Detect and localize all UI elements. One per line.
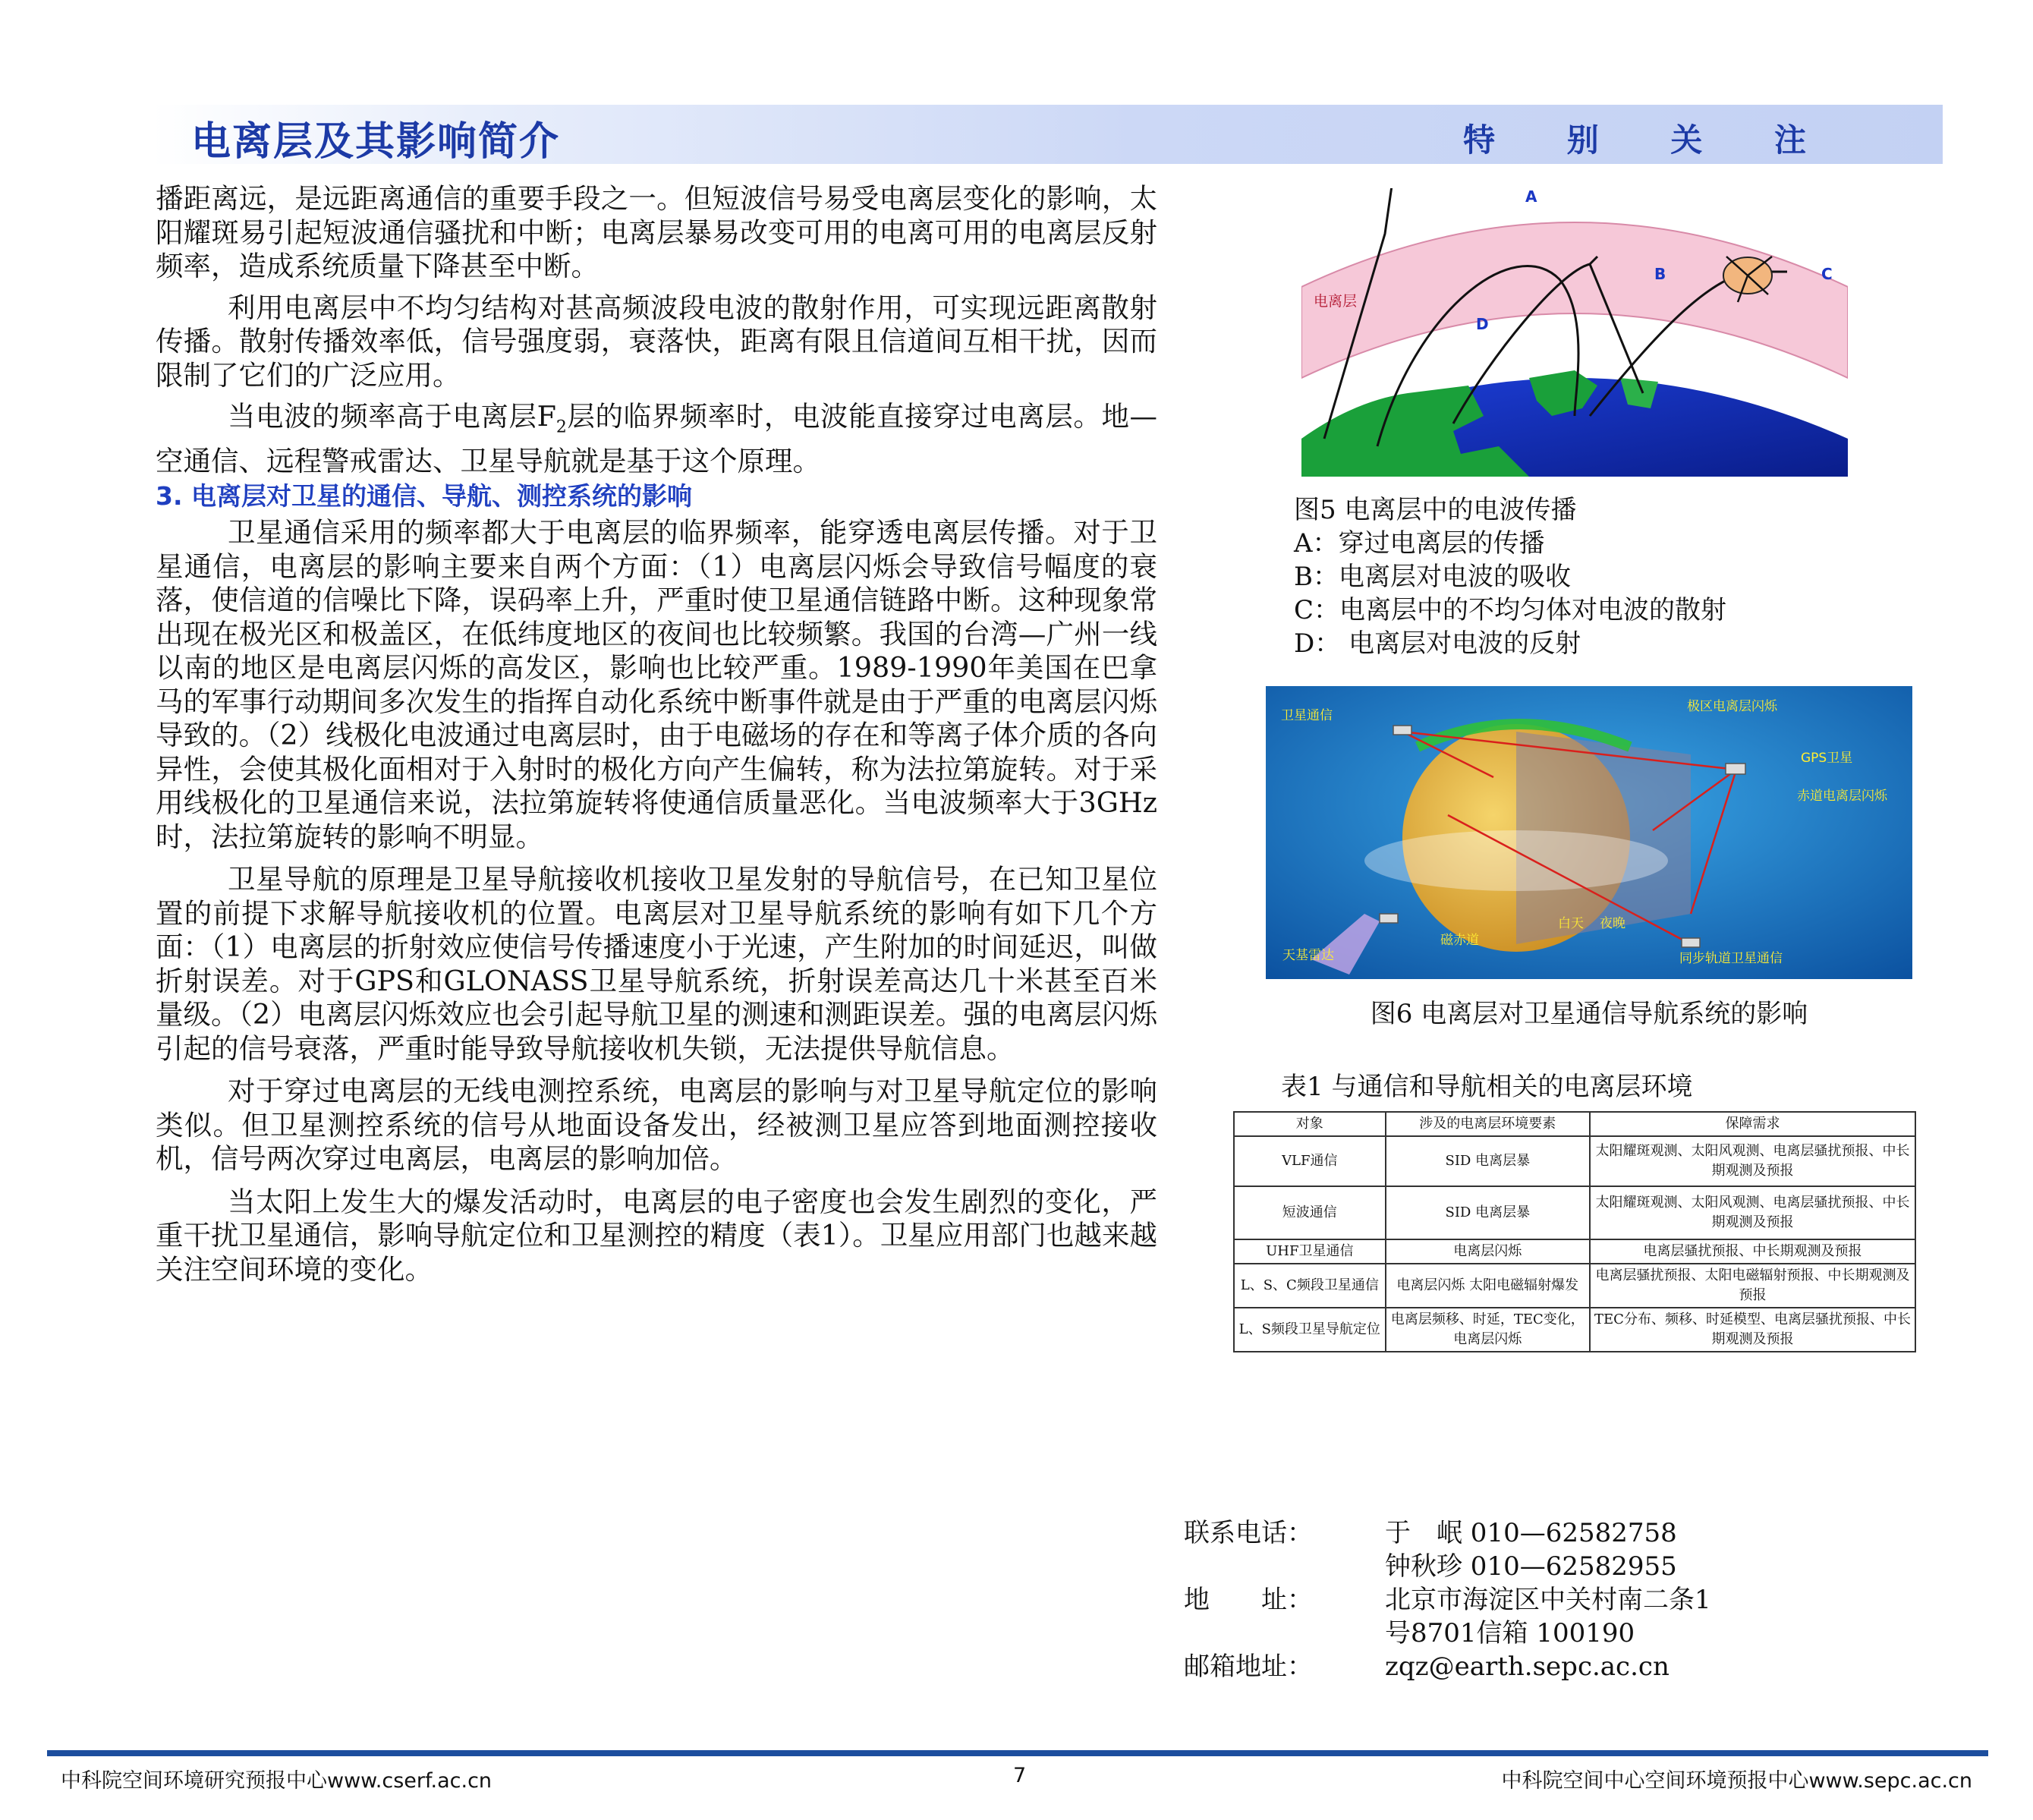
- phone-2: 钟秋珍 010—62582955: [1385, 1551, 1677, 1582]
- phone-label: 联系电话：: [1184, 1518, 1313, 1548]
- table-cell: 电离层闪烁 太阳电磁辐射爆发: [1386, 1264, 1590, 1308]
- table-cell: 电离层骚扰预报、太阳电磁辐射预报、中长期观测及预报: [1590, 1264, 1915, 1308]
- address-label: 地 址：: [1184, 1585, 1313, 1615]
- paragraph-3: [156, 400, 1157, 478]
- fig6-gps-label: GPS卫星: [1801, 751, 1853, 766]
- paragraph-7: 当太阳上发生大的爆发活动时，电离层的电子密度也会发生剧烈的变化，严重干扰卫星通信，影响导航定位和卫星测控的精度（表1）。卫星应用部门也越来越关注空间环境的变化。: [156, 1185, 1157, 1286]
- fig6-polar-label: 极区电离层闪烁: [1687, 699, 1777, 714]
- fig5-label-a: A: [1525, 188, 1537, 206]
- footer-rule: [47, 1750, 1988, 1756]
- fig5-layer-label: 电离层: [1314, 293, 1358, 310]
- fig6-geo-label: 同步轨道卫星通信: [1679, 951, 1783, 966]
- paragraph-4: 卫星通信采用的频率都大于电离层的临界频率，能穿透电离层传播。对于卫星通信，电离层的影响主要来自两个方面：（1）电离层闪烁会导致信号幅度的衰落，使信道的信噪比下降，误码率上升，严重时使卫星通信链路中断。这种现象常出现在极光区和极盖区，在低纬度地区的夜间也比较频繁。我国的台湾—广州一线以南的地区是电离层闪烁的高发区，影响也比较严重。1989-1990年美国在巴拿马的军事行动期间多次发生的指挥自动化系统中断事件就是由于严重的电离层闪烁导致的。（2）线极化电波通过电离层时，由于电磁场的存在和等离子体介质的各向异性，会使其极化面相对于入射时的极化方向产生偏转，称为法拉第旋转。对于采用线极化的卫星通信来说，法拉第旋转将使通信质量恶化。当电波频率大于3GHz时，法拉第旋转的影响不明显。: [156, 516, 1157, 853]
- figure-5-caption: 图5 电离层中的电波传播: [1294, 495, 1577, 525]
- table-row: [1234, 1186, 1915, 1239]
- paragraph-3-subscript: 2: [555, 417, 567, 437]
- figure-6-caption: 图6 电离层对卫星通信导航系统的影响: [1370, 999, 1808, 1029]
- table-cell: SID 电离层暴: [1386, 1186, 1590, 1239]
- figure-5-legend-b: B：电离层对电波的吸收: [1294, 562, 1571, 592]
- address-line-2: 号8701信箱 100190: [1385, 1618, 1635, 1648]
- page-number: 7: [1013, 1764, 1027, 1787]
- email-label: 邮箱地址：: [1184, 1652, 1313, 1682]
- table-cell: 太阳耀斑观测、太阳风观测、电离层骚扰预报、中长期观测及预报: [1590, 1136, 1915, 1186]
- fig5-label-b: B: [1654, 265, 1666, 283]
- table-cell: 电离层闪烁: [1386, 1239, 1590, 1264]
- table-cell: 太阳耀斑观测、太阳风观测、电离层骚扰预报、中长期观测及预报: [1590, 1186, 1915, 1239]
- table-header-cell: 对象: [1234, 1112, 1386, 1136]
- paragraph-1: 播距离远，是远距离通信的重要手段之一。但短波信号易受电离层变化的影响，太阳耀斑易引起短波通信骚扰和中断；电离层暴易改变可用的电离可用的电离层反射频率，造成系统质量下降甚至中断。: [156, 182, 1157, 282]
- figure-5-legend-c: C：电离层中的不均匀体对电波的散射: [1294, 595, 1727, 625]
- footer-left-link[interactable]: 中科院空间环境研究预报中心www.cserf.ac.cn: [61, 1769, 493, 1793]
- fig6-mag-eq-label: 磁赤道: [1440, 933, 1479, 948]
- fig5-label-d: D: [1476, 315, 1489, 333]
- table-header-cell: 保障需求: [1590, 1112, 1915, 1136]
- figure-5-diagram: [1301, 188, 1848, 477]
- footer-right-link[interactable]: 中科院空间中心空间环境预报中心www.sepc.ac.cn: [1501, 1769, 1972, 1793]
- fig6-radar-label: 天基雷达: [1282, 948, 1334, 963]
- figure-5-legend-a: A：穿过电离层的传播: [1294, 528, 1545, 559]
- table-header-cell: 涉及的电离层环境要素: [1386, 1112, 1590, 1136]
- table-row: [1234, 1264, 1915, 1308]
- address-line-1: 北京市海淀区中关村南二条1: [1385, 1585, 1711, 1615]
- paragraph-2: 利用电离层中不均匀结构对甚高频波段电波的散射作用，可实现远距离散射传播。散射传播效率低，信号强度弱，衰落快，距离有限且信道间互相干扰，因而限制了它们的广泛应用。: [156, 291, 1157, 392]
- fig6-sat-comm-label: 卫星通信: [1281, 708, 1333, 723]
- header-band: [152, 105, 1943, 164]
- table-cell: 电离层频移、时延，TEC变化，电离层闪烁: [1386, 1308, 1590, 1352]
- table-cell: 短波通信: [1234, 1186, 1386, 1239]
- paragraph-5: 卫星导航的原理是卫星导航接收机接收卫星发射的导航信号，在已知卫星位置的前提下求解导航接收机的位置。电离层对卫星导航系统的影响有如下几个方面：（1）电离层的折射效应使信号传播速度小于光速，产生附加的时间延迟，叫做折射误差。对于GPS和GLONASS卫星导航系统，折射误差高达几十米甚至百米量级。（2）电离层闪烁效应也会引起导航卫星的测速和测距误差。强的电离层闪烁引起的信号衰落，严重时能导致导航接收机失锁，无法提供导航信息。: [156, 863, 1157, 1065]
- figure-5-legend-d: D： 电离层对电波的反射: [1294, 628, 1581, 659]
- table-row: [1234, 1239, 1915, 1264]
- figure-5-caption-block: [1294, 493, 1977, 660]
- fig6-equatorial-label: 赤道电离层闪烁: [1797, 789, 1887, 804]
- table-cell: TEC分布、频移、时延模型、电离层骚扰预报、中长期观测及预报: [1590, 1308, 1915, 1352]
- paragraph-3-text-b: 层的临界频率时，电波能直接穿过电离层。地—空通信、远程警戒雷达、卫星导航就是基于这个原理。: [156, 400, 1158, 477]
- table-cell: VLF通信: [1234, 1136, 1386, 1186]
- table-cell: L、S、C频段卫星通信: [1234, 1264, 1386, 1308]
- table-1-caption: 表1 与通信和导航相关的电离层环境: [1281, 1072, 1693, 1102]
- phone-1: 于 岷 010—62582758: [1385, 1518, 1677, 1548]
- table-cell: 电离层骚扰预报、中长期观测及预报: [1590, 1239, 1915, 1264]
- table-cell: UHF卫星通信: [1234, 1239, 1386, 1264]
- table-row: [1234, 1136, 1915, 1186]
- article-title: 电离层及其影响简介: [191, 118, 561, 165]
- fig6-night-label: 夜晚: [1600, 916, 1625, 931]
- paragraph-6: 对于穿过电离层的无线电测控系统，电离层的影响与对卫星导航定位的影响类似。但卫星测控系统的信号从地面设备发出，经被测卫星应答到地面测控接收机，信号两次穿过电离层，电离层的影响加倍。: [156, 1075, 1157, 1176]
- table-row: [1234, 1308, 1915, 1352]
- paragraph-3-text-a: 当电波的频率高于电离层F: [228, 400, 556, 433]
- table-header-row: [1234, 1112, 1915, 1136]
- table-1: [1233, 1111, 1916, 1352]
- table-cell: L、S频段卫星导航定位: [1234, 1308, 1386, 1352]
- table-cell: SID 电离层暴: [1386, 1136, 1590, 1186]
- left-column: [156, 182, 1157, 1286]
- fig5-label-c: C: [1821, 265, 1833, 283]
- fig6-day-label: 白天: [1558, 916, 1584, 931]
- email-address[interactable]: zqz@earth.sepc.ac.cn: [1385, 1652, 1670, 1682]
- figure-6-diagram: [1266, 686, 1912, 979]
- section-heading: 3. 电离层对卫星的通信、导航、测控系统的影响: [156, 481, 692, 512]
- section-label: 特 别 关 注: [1463, 121, 1836, 159]
